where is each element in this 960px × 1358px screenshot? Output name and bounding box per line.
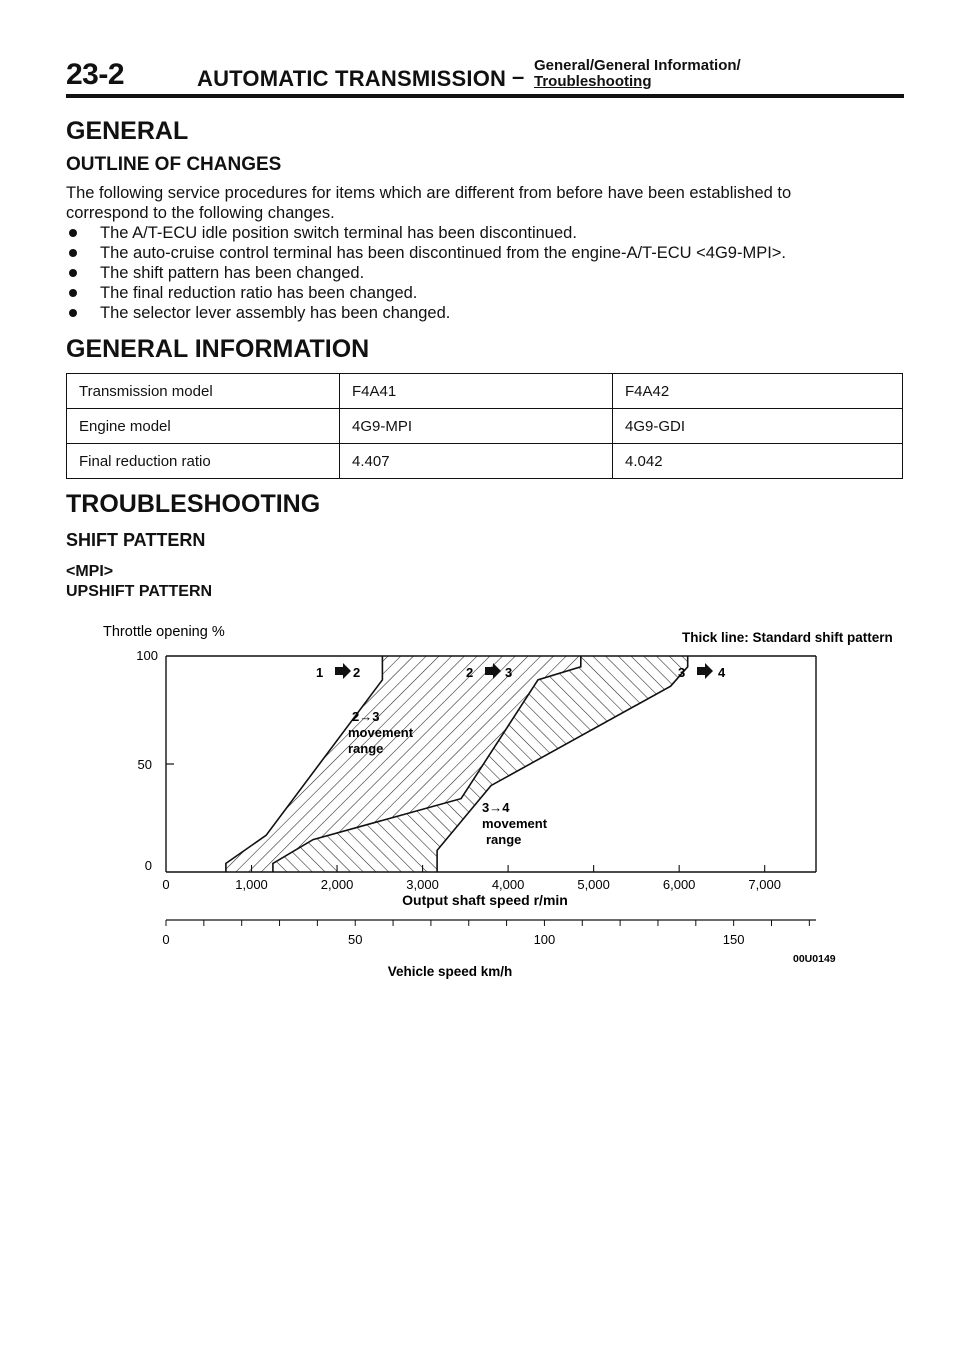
shift-label-to: 4 — [718, 665, 726, 680]
bullet-text: The final reduction ratio has been changed. — [100, 284, 418, 302]
bullet-icon — [69, 309, 77, 317]
shift-arrow-icon — [335, 663, 351, 679]
bullet-icon — [69, 289, 77, 297]
general-heading: GENERAL — [66, 117, 189, 145]
x-axis-label: Output shaft speed r/min — [402, 892, 568, 908]
page-number: 23-2 — [66, 58, 125, 91]
bullet-icon — [69, 269, 77, 277]
secondary-axis-label: Vehicle speed km/h — [387, 964, 513, 979]
table-row — [67, 444, 903, 479]
table-cell: F4A41 — [340, 374, 613, 409]
outline-heading: OUTLINE OF CHANGES — [66, 154, 282, 175]
x-tick-label: 3,000 — [406, 877, 439, 892]
movement-ranges — [226, 656, 688, 872]
range-label-2-3: 2→3 — [352, 709, 380, 724]
speed-tick-label: 100 — [533, 932, 556, 947]
table-cell: F4A42 — [613, 374, 903, 409]
header-rule — [66, 94, 904, 98]
table-cell: 4G9-GDI — [613, 409, 903, 444]
troubleshooting-heading: TROUBLESHOOTING — [66, 490, 321, 518]
range-label-3-4-line2: movement — [482, 816, 548, 831]
table-cell: Engine model — [67, 409, 340, 444]
y-axis-label: Throttle opening % — [103, 624, 225, 640]
y-tick-label-50: 50 — [137, 757, 152, 772]
bullet-text: The shift pattern has been changed. — [100, 264, 365, 282]
range-label-2-3-line3: range — [348, 741, 384, 756]
x-tick-label: 7,000 — [748, 877, 781, 892]
y-tick-label-100: 100 — [136, 648, 158, 663]
table-cell: Final reduction ratio — [67, 444, 340, 479]
shift-label-to: 2 — [353, 665, 361, 680]
upshift-pattern-heading: UPSHIFT PATTERN — [66, 583, 213, 600]
intro-line-1: The following service procedures for items which are different from before have been established to — [66, 184, 792, 202]
range-label-3-4: 3→4 — [482, 800, 510, 815]
x-tick-label: 0 — [162, 877, 170, 892]
shift-label-from: 1 — [316, 665, 324, 680]
y-tick-label-0: 0 — [144, 858, 152, 873]
bullet-text: The selector lever assembly has been changed. — [100, 304, 451, 322]
x-tick-label: 4,000 — [491, 877, 525, 892]
range-label-2-3-line2: movement — [348, 725, 414, 740]
x-tick-label: 2,000 — [320, 877, 354, 892]
shift-label-1-2 — [316, 663, 360, 680]
section-title: AUTOMATIC TRANSMISSION — [197, 66, 507, 91]
table-cell: 4G9-MPI — [340, 409, 613, 444]
bullet-icon — [69, 229, 77, 237]
table-row — [67, 374, 903, 409]
shift-label-from: 3 — [678, 665, 686, 680]
table-cell: Transmission model — [67, 374, 340, 409]
speed-tick-label: 0 — [162, 932, 170, 947]
section-dash: – — [512, 64, 525, 89]
upshift-pattern-chart — [0, 600, 960, 1000]
shift-label-to: 3 — [505, 665, 513, 680]
engine-variant-label: <MPI> — [66, 563, 114, 580]
shift-label-from: 2 — [466, 665, 474, 680]
sub-heading-line1: General/General Information/ — [534, 57, 741, 74]
bullet-text: The auto-cruise control terminal has been discontinued from the engine-A/T-ECU <4G9-MPI>. — [100, 244, 787, 262]
general-information-heading: GENERAL INFORMATION — [66, 335, 370, 363]
table-cell: 4.042 — [613, 444, 903, 479]
shift-pattern-heading: SHIFT PATTERN — [66, 530, 206, 550]
speed-tick-label: 50 — [347, 932, 363, 947]
bullet-icon — [69, 249, 77, 257]
x-tick-label: 6,000 — [662, 877, 696, 892]
table-cell: 4.407 — [340, 444, 613, 479]
legend-note: Thick line: Standard shift pattern — [682, 630, 893, 645]
x-tick-label: 1,000 — [235, 877, 268, 892]
x-tick-label: 5,000 — [577, 877, 610, 892]
sub-heading-line2: Troubleshooting — [534, 73, 652, 90]
range-label-3-4-line3: range — [486, 832, 522, 847]
shift-label-3-4 — [678, 663, 726, 680]
intro-line-2: correspond to the following changes. — [66, 204, 335, 222]
shift-arrow-icon — [697, 663, 713, 679]
table-row — [67, 409, 903, 444]
spec-table — [66, 373, 903, 479]
vehicle-speed-axis — [162, 920, 816, 947]
speed-tick-label: 150 — [722, 932, 745, 947]
figure-code: 00U0149 — [793, 953, 836, 965]
bullet-text: The A/T-ECU idle position switch terminal has been discontinued. — [100, 224, 577, 242]
